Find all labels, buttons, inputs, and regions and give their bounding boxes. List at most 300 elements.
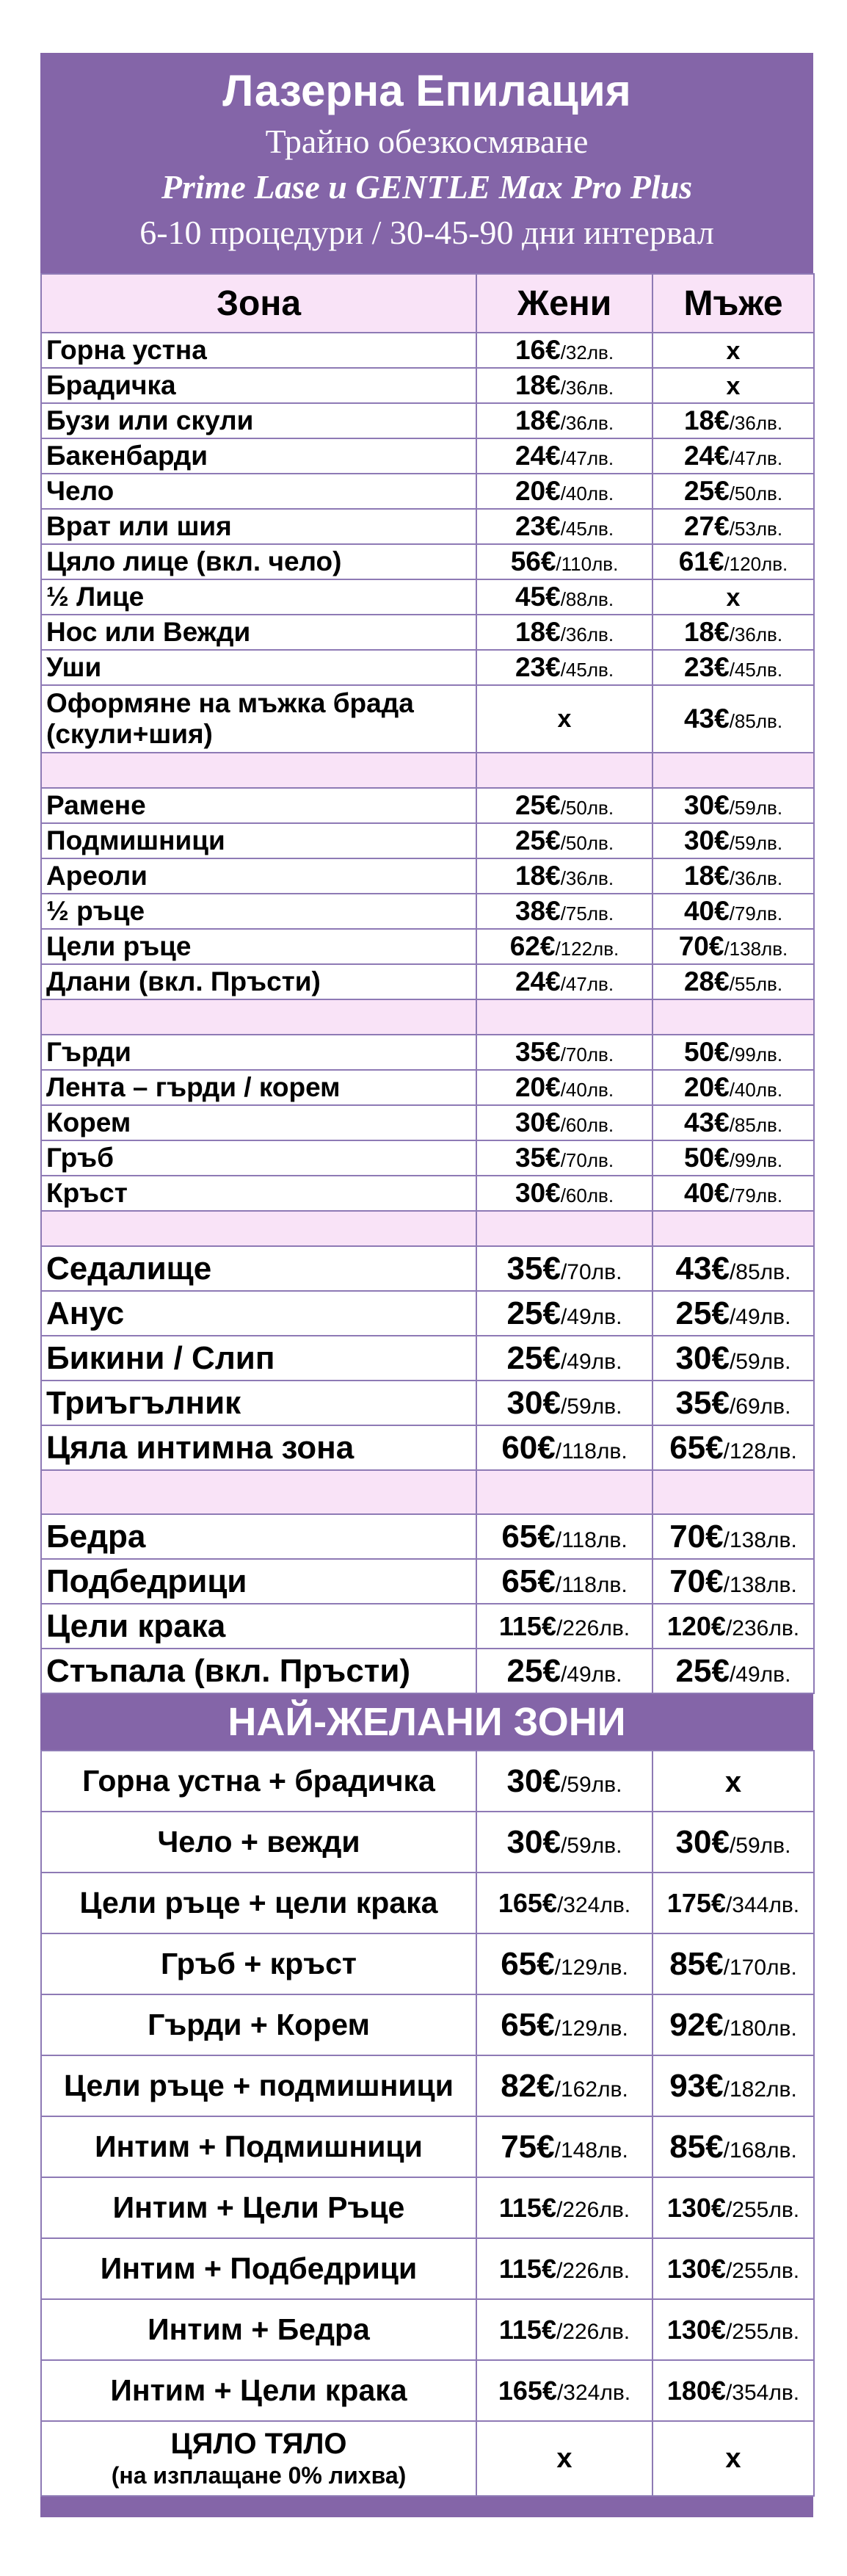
- price-cell: [652, 2116, 814, 2177]
- price-lv: /36лв.: [560, 377, 614, 399]
- price-eur: 75€: [501, 2128, 555, 2165]
- price-eur: 30€: [683, 790, 730, 820]
- price-cell: [476, 823, 652, 858]
- price-eur: 60€: [501, 1429, 556, 1466]
- combo-row: [41, 1812, 814, 1873]
- price-eur: 70€: [669, 1518, 724, 1555]
- price-eur: 18€: [515, 405, 561, 435]
- table-row: [41, 1291, 814, 1336]
- price-lv: /168лв.: [723, 2138, 797, 2163]
- price-lv: /40лв.: [560, 1079, 614, 1101]
- price-cell: [652, 1604, 814, 1649]
- price-lv: /69лв.: [729, 1394, 791, 1419]
- zone-name: Цели крака: [41, 1604, 476, 1649]
- table-row: [41, 894, 814, 929]
- price-lv: /50лв.: [560, 797, 614, 819]
- price-cell: [652, 579, 814, 615]
- price-lv: /122лв.: [555, 938, 619, 960]
- price-lv: /118лв.: [555, 1527, 628, 1552]
- price-eur: 85€: [669, 2128, 724, 2165]
- price-lv: /59лв.: [560, 1772, 622, 1797]
- page-title: Лазерна Епилация: [222, 66, 631, 115]
- price-cell: [652, 1751, 814, 1812]
- full-body-title: ЦЯЛО ТЯЛО: [170, 2428, 347, 2460]
- price-lv: /47лв.: [560, 973, 614, 995]
- zone-name: Гръб + кръст: [41, 1933, 476, 1994]
- price-eur: 65€: [501, 1945, 555, 1982]
- price-cell: [652, 858, 814, 894]
- price-lv: /49лв.: [560, 1304, 622, 1329]
- price-lv: /60лв.: [560, 1184, 614, 1206]
- price-eur: 30€: [675, 1339, 730, 1376]
- price-cell: [652, 685, 814, 753]
- price-cell: [652, 1035, 814, 1070]
- zone-name: Интим + Бедра: [41, 2299, 476, 2360]
- price-eur: 18€: [515, 370, 561, 400]
- price-lv: /99лв.: [729, 1149, 783, 1171]
- section-divider: [41, 753, 814, 788]
- price-lv: /255лв.: [725, 2319, 800, 2344]
- price-lv: /40лв.: [560, 482, 614, 504]
- price-lv: /45лв.: [560, 518, 614, 540]
- price-eur: 18€: [683, 617, 730, 647]
- price-eur: 20€: [515, 476, 561, 506]
- table-row: [41, 368, 814, 403]
- price-lv: /70лв.: [560, 1259, 622, 1284]
- price-eur: 130€: [666, 2314, 726, 2345]
- price-eur: 115€: [498, 2253, 556, 2284]
- zone-name: Триъгълник: [41, 1381, 476, 1425]
- table-header: [41, 274, 814, 333]
- table-row: [41, 1176, 814, 1211]
- price-eur: 20€: [515, 1072, 561, 1102]
- price-cell: [476, 650, 652, 685]
- price-eur: 65€: [501, 2006, 555, 2043]
- price-cell: [652, 1070, 814, 1105]
- price-eur: 65€: [501, 1563, 556, 1599]
- price-lv: /138лв.: [723, 1527, 797, 1552]
- price-cell: [652, 823, 814, 858]
- price-lv: /36лв.: [560, 412, 614, 434]
- footer-bar: [40, 2497, 813, 2517]
- zone-name: Кръст: [41, 1176, 476, 1211]
- table-row: [41, 964, 814, 999]
- price-cell: [476, 615, 652, 650]
- zone-name: Гърди: [41, 1035, 476, 1070]
- price-cell: [476, 1381, 652, 1425]
- table-row: [41, 1140, 814, 1176]
- device-brand: Prime Lase и GENTLE Max Pro Plus: [161, 168, 693, 206]
- price-cell: [652, 1514, 814, 1559]
- table-row: [41, 1246, 814, 1291]
- price-sheet: [40, 53, 813, 2520]
- price-lv: /118лв.: [555, 1572, 628, 1597]
- price-cell: [476, 1604, 652, 1649]
- price-cell: [652, 1649, 814, 1693]
- zone-name: Брадичка: [41, 368, 476, 403]
- price-cell: [476, 333, 652, 368]
- full-body-row: [41, 2421, 814, 2496]
- price-cell: [652, 509, 814, 544]
- zone-name: Горна устна + брадичка: [41, 1751, 476, 1812]
- zone-name-note: (скули+шия): [46, 719, 213, 749]
- price-eur: 45€: [515, 582, 561, 612]
- price-eur: 25€: [675, 1295, 730, 1331]
- combo-row: [41, 2360, 814, 2421]
- table-row: [41, 1604, 814, 1649]
- zone-name: Чело + вежди: [41, 1812, 476, 1873]
- combo-row: [41, 1751, 814, 1812]
- price-eur: 18€: [683, 861, 730, 891]
- price-cell: [476, 2238, 652, 2299]
- price-cell: [476, 1176, 652, 1211]
- price-eur: 28€: [683, 966, 730, 996]
- zone-name: Длани (вкл. Пръсти): [41, 964, 476, 999]
- price-lv: /324лв.: [556, 2380, 631, 2405]
- header: [40, 53, 813, 273]
- price-cell: [652, 1105, 814, 1140]
- price-lv: /170лв.: [723, 1955, 797, 1980]
- price-lv: /40лв.: [729, 1079, 783, 1101]
- price-cell: [476, 1425, 652, 1470]
- zone-name: Анус: [41, 1291, 476, 1336]
- price-cell: [652, 544, 814, 579]
- price-cell: [476, 2421, 652, 2496]
- price-eur: 115€: [498, 2314, 556, 2345]
- zone-name: Бакенбарди: [41, 438, 476, 474]
- zone-name: Интим + Цели крака: [41, 2360, 476, 2421]
- combo-row: [41, 1994, 814, 2055]
- table-row: [41, 1035, 814, 1070]
- price-eur: 24€: [683, 441, 730, 471]
- price-eur: 85€: [669, 1945, 724, 1982]
- not-available-mark: x: [726, 584, 741, 612]
- table-row: [41, 1514, 814, 1559]
- price-eur: 25€: [675, 1652, 730, 1689]
- price-lv: /88лв.: [560, 588, 614, 610]
- popular-table: [40, 1750, 815, 2497]
- zone-name: ½ Лице: [41, 579, 476, 615]
- price-lv: /55лв.: [729, 973, 783, 995]
- price-eur: 56€: [510, 546, 556, 576]
- price-cell: [476, 929, 652, 964]
- zone-name: [41, 2421, 476, 2496]
- not-available-mark: x: [725, 2442, 741, 2474]
- zone-name: Ареоли: [41, 858, 476, 894]
- price-eur: 65€: [501, 1518, 556, 1555]
- column-header-women: Жени: [476, 274, 652, 333]
- price-lv: /32лв.: [560, 341, 614, 363]
- price-lv: /110лв.: [556, 553, 619, 575]
- table-row: [41, 544, 814, 579]
- not-available-mark: x: [557, 704, 572, 733]
- not-available-mark: x: [724, 1765, 742, 1798]
- price-cell: [652, 929, 814, 964]
- price-cell: [652, 2421, 814, 2496]
- price-lv: /85лв.: [729, 1114, 783, 1136]
- price-cell: [652, 1812, 814, 1873]
- zone-name: Рамене: [41, 788, 476, 823]
- price-cell: [476, 964, 652, 999]
- price-eur: 35€: [515, 1143, 561, 1173]
- price-lv: /59лв.: [729, 1833, 791, 1858]
- table-row: [41, 1381, 814, 1425]
- price-lv: /129лв.: [554, 1955, 628, 1980]
- price-cell: [652, 1176, 814, 1211]
- popular-zones-banner: НАЙ-ЖЕЛАНИ ЗОНИ: [40, 1694, 813, 1750]
- price-lv: /162лв.: [554, 2077, 628, 2102]
- price-cell: [652, 333, 814, 368]
- price-eur: 120€: [666, 1610, 726, 1641]
- zone-name: Уши: [41, 650, 476, 685]
- price-eur: 93€: [669, 2067, 724, 2104]
- table-row: [41, 858, 814, 894]
- table-row: [41, 1559, 814, 1604]
- table-row: [41, 1336, 814, 1381]
- price-cell: [476, 1751, 652, 1812]
- price-eur: 50€: [683, 1143, 730, 1173]
- price-lv: /226лв.: [556, 2197, 630, 2222]
- price-cell: [476, 2055, 652, 2116]
- table-row: [41, 1070, 814, 1105]
- price-eur: 23€: [683, 652, 730, 682]
- combo-row: [41, 1933, 814, 1994]
- price-lv: /50лв.: [729, 482, 783, 504]
- section-divider: [41, 1211, 814, 1246]
- price-lv: /49лв.: [729, 1304, 791, 1329]
- price-eur: 43€: [675, 1250, 730, 1287]
- price-cell: [652, 2238, 814, 2299]
- price-eur: 25€: [506, 1295, 561, 1331]
- price-eur: 130€: [666, 2253, 726, 2284]
- price-eur: 20€: [683, 1072, 730, 1102]
- price-eur: 35€: [515, 1037, 561, 1067]
- not-available-mark: x: [726, 337, 741, 365]
- price-eur: 165€: [498, 2375, 557, 2406]
- zone-name: Гръб: [41, 1140, 476, 1176]
- price-cell: [652, 1381, 814, 1425]
- price-cell: [476, 2116, 652, 2177]
- price-lv: /128лв.: [723, 1439, 797, 1464]
- price-eur: 25€: [683, 476, 730, 506]
- price-cell: [652, 2360, 814, 2421]
- price-cell: [652, 438, 814, 474]
- price-eur: 23€: [515, 511, 561, 541]
- table-row: [41, 788, 814, 823]
- price-eur: 70€: [678, 931, 724, 961]
- zone-name: Бикини / Слип: [41, 1336, 476, 1381]
- combo-row: [41, 2116, 814, 2177]
- table-row: [41, 579, 814, 615]
- price-lv: /354лв.: [725, 2380, 800, 2405]
- zone-name: Интим + Подбедрици: [41, 2238, 476, 2299]
- price-cell: [476, 1105, 652, 1140]
- zone-name: Гърди + Корем: [41, 1994, 476, 2055]
- column-header-zone: Зона: [41, 274, 476, 333]
- price-cell: [476, 474, 652, 509]
- price-cell: [652, 1336, 814, 1381]
- price-lv: /79лв.: [729, 1184, 783, 1206]
- price-eur: 23€: [515, 652, 561, 682]
- price-lv: /49лв.: [729, 1662, 791, 1687]
- price-cell: [476, 685, 652, 753]
- price-lv: /45лв.: [560, 659, 614, 681]
- zone-name: Врат или шия: [41, 509, 476, 544]
- price-eur: 25€: [515, 790, 561, 820]
- price-lv: /49лв.: [560, 1349, 622, 1374]
- price-cell: [476, 1514, 652, 1559]
- price-cell: [652, 650, 814, 685]
- price-eur: 25€: [506, 1339, 561, 1376]
- price-cell: [476, 1246, 652, 1291]
- price-eur: 30€: [506, 1823, 561, 1860]
- price-eur: 30€: [506, 1384, 561, 1421]
- price-eur: 24€: [515, 441, 561, 471]
- table-row: [41, 929, 814, 964]
- price-cell: [476, 1070, 652, 1105]
- price-cell: [476, 368, 652, 403]
- price-eur: 40€: [683, 1178, 730, 1208]
- zone-name: Подбедрици: [41, 1559, 476, 1604]
- price-lv: /236лв.: [725, 1616, 800, 1640]
- zone-name: Бузи или скули: [41, 403, 476, 438]
- price-eur: 30€: [515, 1107, 561, 1137]
- price-eur: 24€: [515, 966, 561, 996]
- price-eur: 27€: [683, 511, 730, 541]
- section-divider: [41, 999, 814, 1035]
- zone-name: Корем: [41, 1105, 476, 1140]
- price-lv: /70лв.: [560, 1043, 614, 1066]
- price-cell: [476, 403, 652, 438]
- table-row: [41, 1425, 814, 1470]
- price-cell: [476, 894, 652, 929]
- table-row: [41, 333, 814, 368]
- price-eur: 50€: [683, 1037, 730, 1067]
- price-eur: 25€: [506, 1652, 561, 1689]
- zone-name: Лента – гърди / корем: [41, 1070, 476, 1105]
- price-eur: 30€: [515, 1178, 561, 1208]
- price-eur: 18€: [515, 617, 561, 647]
- price-cell: [476, 544, 652, 579]
- price-lv: /53лв.: [729, 518, 783, 540]
- price-cell: [652, 1933, 814, 1994]
- price-cell: [476, 1291, 652, 1336]
- table-row: [41, 403, 814, 438]
- not-available-mark: x: [556, 2442, 572, 2474]
- price-lv: /45лв.: [729, 659, 783, 681]
- zone-name: Интим + Подмишници: [41, 2116, 476, 2177]
- table-row: [41, 1649, 814, 1693]
- price-cell: [476, 1649, 652, 1693]
- zone-name: Чело: [41, 474, 476, 509]
- procedure-info: 6-10 процедури / 30-45-90 дни интервал: [139, 214, 714, 251]
- price-lv: /148лв.: [554, 2138, 628, 2163]
- zone-name: Цяло лице (вкл. чело): [41, 544, 476, 579]
- price-eur: 180€: [666, 2375, 726, 2406]
- combo-row: [41, 2299, 814, 2360]
- price-eur: 115€: [498, 1610, 556, 1641]
- price-cell: [476, 1873, 652, 1933]
- price-lv: /59лв.: [729, 832, 783, 854]
- price-lv: /180лв.: [723, 2016, 797, 2041]
- price-eur: 43€: [683, 703, 730, 734]
- price-cell: [652, 615, 814, 650]
- price-lv: /324лв.: [556, 1892, 631, 1917]
- price-cell: [476, 509, 652, 544]
- price-cell: [476, 579, 652, 615]
- combo-row: [41, 1873, 814, 1933]
- combo-row: [41, 2055, 814, 2116]
- price-eur: 115€: [498, 2192, 556, 2223]
- price-cell: [476, 1336, 652, 1381]
- price-lv: /226лв.: [556, 2258, 630, 2283]
- price-cell: [476, 1812, 652, 1873]
- table-row: [41, 823, 814, 858]
- zone-name: ½ ръце: [41, 894, 476, 929]
- price-cell: [476, 858, 652, 894]
- price-eur: 30€: [506, 1762, 561, 1799]
- price-lv: /85лв.: [729, 710, 783, 732]
- price-lv: /36лв.: [560, 623, 614, 645]
- price-lv: /255лв.: [725, 2197, 800, 2222]
- price-eur: 18€: [683, 405, 730, 435]
- zone-name: Цяла интимна зона: [41, 1425, 476, 1470]
- price-lv: /138лв.: [723, 1572, 797, 1597]
- price-cell: [476, 1933, 652, 1994]
- price-lv: /59лв.: [729, 797, 783, 819]
- table-row: [41, 438, 814, 474]
- price-cell: [476, 1035, 652, 1070]
- price-cell: [652, 1873, 814, 1933]
- price-cell: [476, 788, 652, 823]
- price-table: [40, 273, 815, 1694]
- table-row: [41, 615, 814, 650]
- price-lv: /75лв.: [560, 902, 614, 925]
- zone-name: Подмишници: [41, 823, 476, 858]
- price-eur: 35€: [675, 1384, 730, 1421]
- price-eur: 92€: [669, 2006, 724, 2043]
- price-cell: [652, 1246, 814, 1291]
- price-cell: [476, 438, 652, 474]
- price-lv: /99лв.: [729, 1043, 783, 1066]
- zone-name: [41, 685, 476, 753]
- price-cell: [652, 1291, 814, 1336]
- price-lv: /129лв.: [554, 2016, 628, 2041]
- zone-name: Цели ръце: [41, 929, 476, 964]
- price-lv: /70лв.: [560, 1149, 614, 1171]
- price-eur: 18€: [515, 861, 561, 891]
- price-eur: 25€: [515, 825, 561, 855]
- not-available-mark: x: [726, 372, 741, 400]
- table-row: [41, 474, 814, 509]
- zone-name: Нос или Вежди: [41, 615, 476, 650]
- price-lv: /138лв.: [724, 938, 788, 960]
- price-lv: /120лв.: [724, 553, 788, 575]
- price-cell: [652, 2299, 814, 2360]
- price-eur: 30€: [675, 1823, 730, 1860]
- page-subtitle: Трайно обезкосмяване: [265, 123, 589, 160]
- price-lv: /36лв.: [729, 623, 783, 645]
- price-cell: [652, 964, 814, 999]
- price-cell: [652, 2055, 814, 2116]
- price-eur: 61€: [678, 546, 724, 576]
- price-cell: [476, 1559, 652, 1604]
- price-lv: /36лв.: [729, 867, 783, 889]
- price-eur: 130€: [666, 2192, 726, 2223]
- zone-name: Цели ръце + цели крака: [41, 1873, 476, 1933]
- combo-row: [41, 2177, 814, 2238]
- price-eur: 35€: [506, 1250, 561, 1287]
